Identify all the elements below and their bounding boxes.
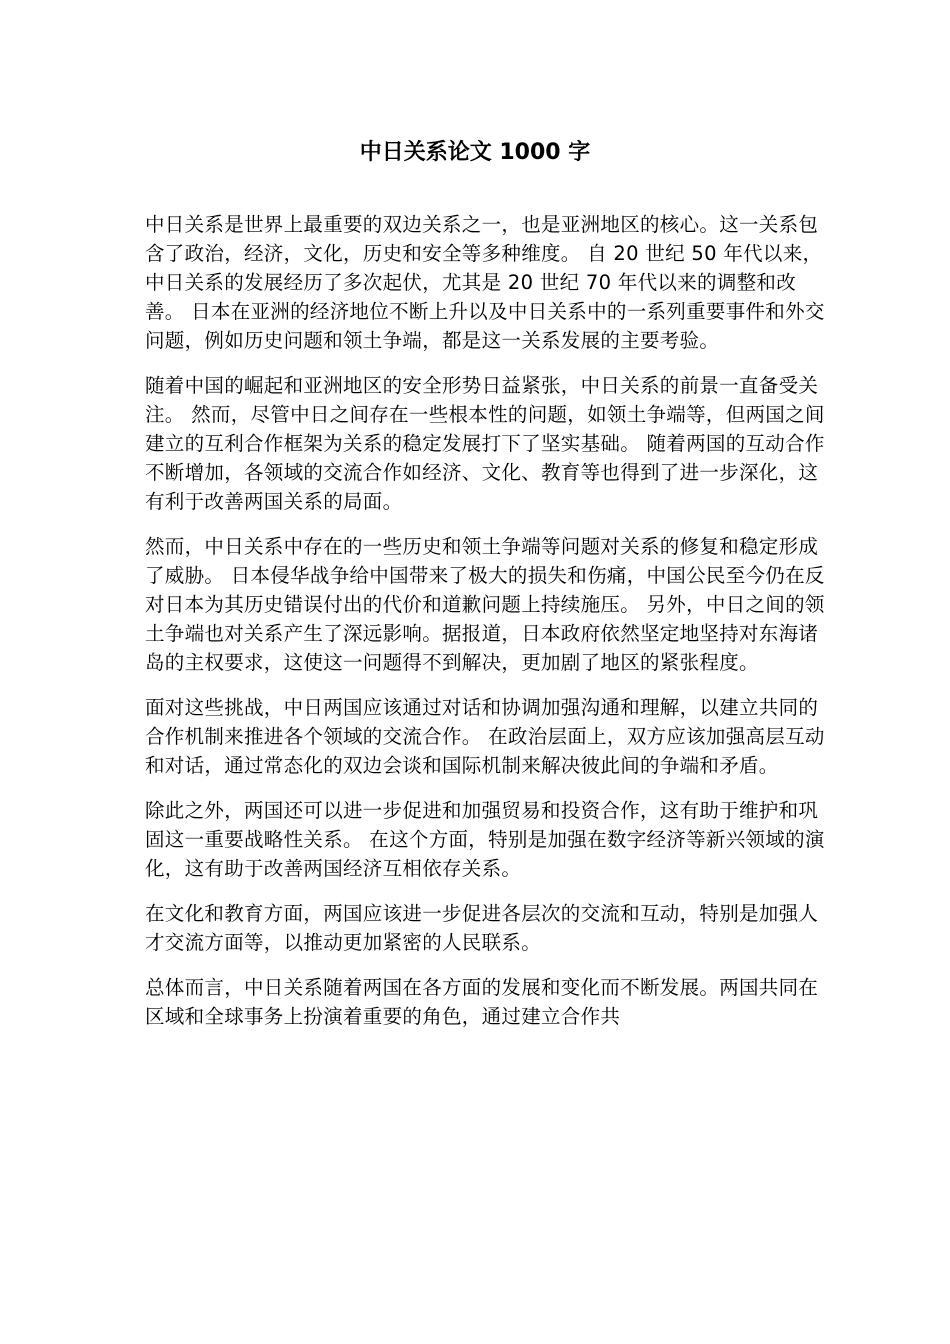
paragraph-6: 在文化和教育方面，两国应该进一步促进各层次的交流和互动，特别是加强人才交流方面等，以推动更加紧密的人民联系。 xyxy=(145,902,819,954)
document-body xyxy=(145,210,825,1047)
paragraph-3: 然而，中日关系中存在的一些历史和领土争端等问题对关系的修复和稳定形成了威胁。 日本侵华战争给中国带来了极大的损失和伤痛，中国公民至今仍在反对日本为其历史错误付出的代价和道歉问题上持续施压。 另外，中日之间的领土争端也对关系产生了深远影响。据报道，日本政府依然坚定地坚持对东海诸岛的主权要求，这使这一问题得不到解决，更加剧了地区的紧张程度。 xyxy=(145,535,825,674)
paragraph-5: 除此之外，两国还可以进一步促进和加强贸易和投资合作，这有助于维护和巩固这一重要战略性关系。 在这个方面，特别是加强在数字经济等新兴领域的演化，这有助于改善两国经济互相依存关系。 xyxy=(145,799,825,880)
paragraph-1: 中日关系是世界上最重要的双边关系之一，也是亚洲地区的核心。这一关系包含了政治，经济，文化，历史和安全等多种维度。 自 20 世纪 50 年代以来，中日关系的发展经历了多次起伏，尤其是 20 世纪 70 年代以来的调整和改善。 日本在亚洲的经济地位不断上升以及中日关系中的一系列重要事件和外交问题，例如历史问题和领土争端，都是这一关系发展的主要考验。 xyxy=(145,213,825,352)
paragraph-7: 总体而言，中日关系随着两国在各方面的发展和变化而不断发展。两国共同在区域和全球事务上扮演着重要的角色，通过建立合作共 xyxy=(145,976,819,1028)
paragraph-4: 面对这些挑战，中日两国应该通过对话和协调加强沟通和理解，以建立共同的合作机制来推进各个领域的交流合作。 在政治层面上，双方应该加强高层互动和对话，通过常态化的双边会谈和国际机制来解决彼此间的争端和矛盾。 xyxy=(145,696,825,777)
document-title: 中日关系论文 1000 字 xyxy=(359,140,591,165)
paragraph-2: 随着中国的崛起和亚洲地区的安全形势日益紧张，中日关系的前景一直备受关注。 然而，尽管中日之间存在一些根本性的问题，如领土争端等，但两国之间建立的互利合作框架为关系的稳定发展打下了坚实基础。 随着两国的互动合作不断增加，各领域的交流合作如经济、文化、教育等也得到了进一步深化，这有利于改善两国关系的局面。 xyxy=(145,374,825,513)
